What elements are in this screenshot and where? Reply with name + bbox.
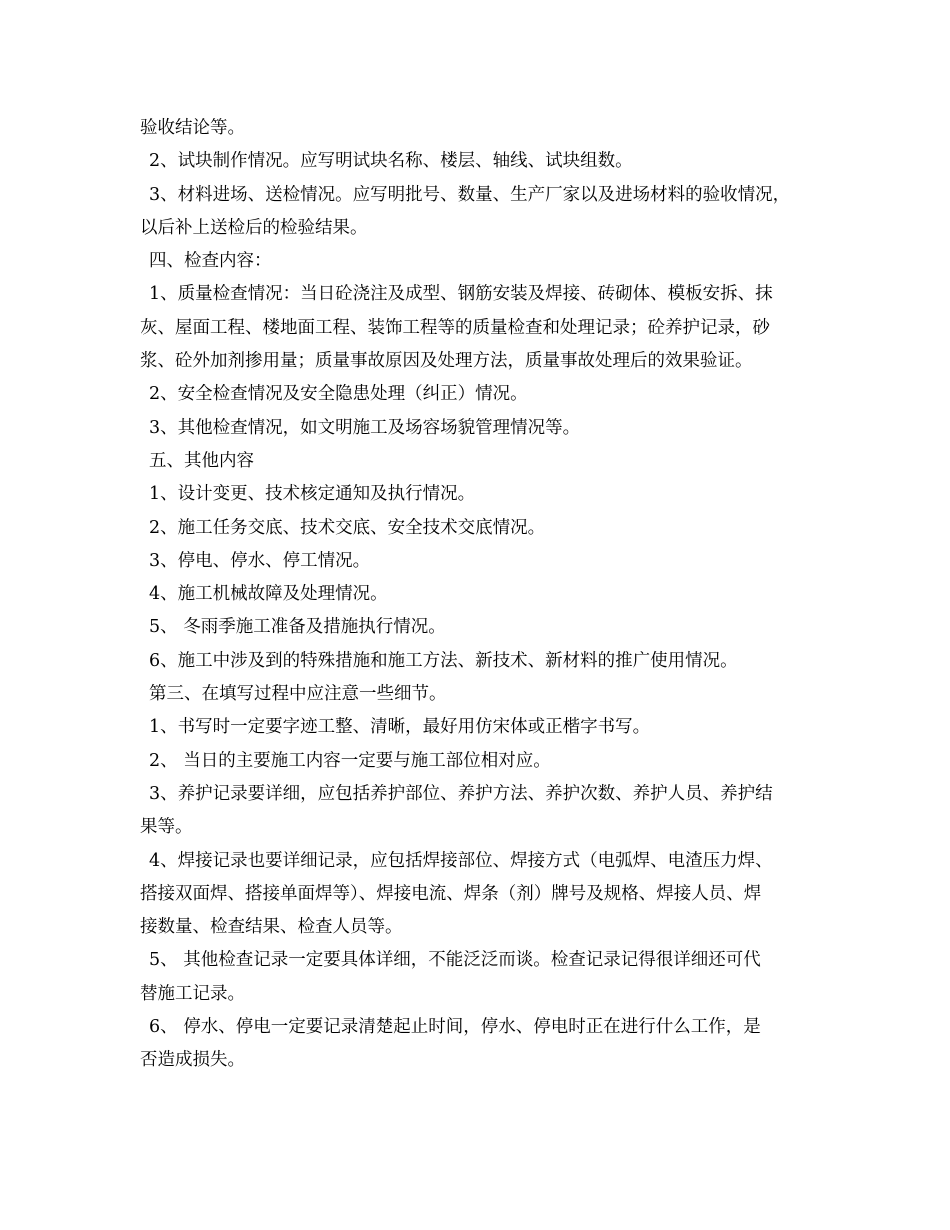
text-line-15: 4、施工机械故障及处理情况。 [149,584,388,605]
text-line-25: 接数量、检查结果、检查人员等。 [140,917,403,938]
section-heading-third: 第三、在填写过程中应注意一些细节。 [149,684,447,705]
text-line-21: 3、养护记录要详细，应包括养护部位、养护方法、养护次数、养护人员、养护结 [149,783,773,804]
text-line-14: 3、停电、停水、停工情况。 [149,550,371,571]
text-line-27: 替施工记录。 [140,983,245,1004]
text-line-4: 以后补上送检后的检验结果。 [140,217,368,238]
text-line-12: 1、设计变更、技术核定通知及执行情况。 [149,484,476,505]
section-heading-5: 五、其他内容 [149,450,254,471]
text-line-2: 2、试块制作情况。应写明试块名称、楼层、轴线、试块组数。 [149,151,633,172]
text-line-3: 3、材料进场、送检情况。应写明批号、数量、生产厂家以及进场材料的验收情况， [149,184,791,205]
text-line-20: 2、 当日的主要施工内容一定要与施工部位相对应。 [149,750,551,771]
text-line-23: 4、焊接记录也要详细记录，应包括焊接部位、焊接方式（电弧焊、电渣压力焊、 [149,850,773,871]
text-line-9: 2、安全检查情况及安全隐患处理（纠正）情况。 [149,384,528,405]
text-line-28: 6、 停水、停电一定要记录清楚起止时间，停水、停电时正在进行什么工作，是 [149,1017,761,1038]
document-body [140,112,820,1078]
text-line-17: 6、施工中涉及到的特殊措施和施工方法、新技术、新材料的推广使用情况。 [149,650,738,671]
text-line-7: 灰、屋面工程、楼地面工程、装饰工程等的质量检查和处理记录；砼养护记录，砂 [140,317,770,338]
text-line-26: 5、 其他检查记录一定要具体详细，不能泛泛而谈。检查记录记得很详细还可代 [149,950,761,971]
text-line-19: 1、书写时一定要字迹工整、清晰，最好用仿宋体或正楷字书写。 [149,717,651,738]
text-line-1: 验收结论等。 [140,118,245,138]
section-heading-4: 四、检查内容： [149,251,272,272]
text-line-29: 否造成损失。 [140,1050,245,1071]
text-line-16: 5、 冬雨季施工准备及措施执行情况。 [149,617,446,638]
text-line-22: 果等。 [140,817,193,838]
text-line-10: 3、其他检查情况，如文明施工及场容场貌管理情况等。 [149,417,581,438]
text-line-8: 浆、砼外加剂掺用量；质量事故原因及处理方法，质量事故处理后的效果验证。 [140,351,753,372]
text-line-13: 2、施工任务交底、技术交底、安全技术交底情况。 [149,517,546,538]
text-line-24: 搭接双面焊、搭接单面焊等）、焊接电流、焊条（剂）牌号及规格、焊接人员、焊 [140,883,762,904]
text-line-6: 1、质量检查情况：当日砼浇注及成型、钢筋安装及焊接、砖砌体、模板安拆、抹 [149,284,773,305]
